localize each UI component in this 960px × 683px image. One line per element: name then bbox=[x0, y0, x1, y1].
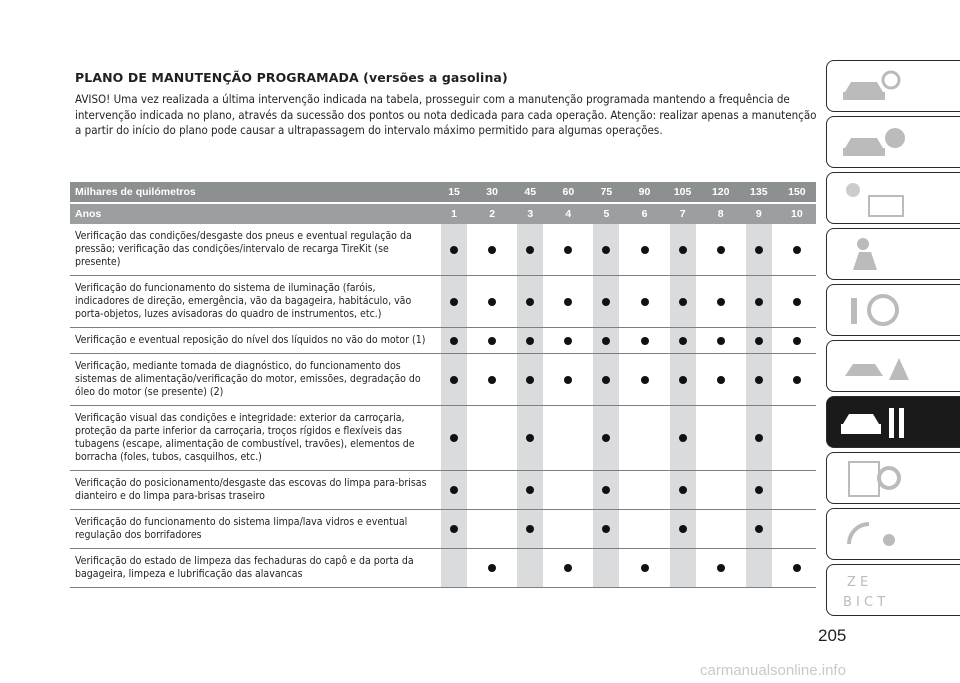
scheduled-dot bbox=[450, 337, 458, 345]
interval-cell bbox=[702, 471, 740, 509]
table-row bbox=[70, 276, 816, 328]
scheduled-dot bbox=[602, 525, 610, 533]
car-info-icon bbox=[839, 122, 911, 162]
scheduled-dot bbox=[679, 246, 687, 254]
car-wrench-icon bbox=[839, 402, 911, 442]
scheduled-dot bbox=[526, 486, 534, 494]
year-col-5: 5 bbox=[603, 208, 610, 220]
scheduled-dot bbox=[793, 564, 801, 572]
watermark: carmanualsonline.info bbox=[700, 662, 846, 679]
interval-cell bbox=[549, 224, 587, 275]
interval-cell bbox=[778, 549, 816, 587]
scheduled-dot bbox=[526, 298, 534, 306]
interval-cell bbox=[778, 276, 816, 327]
interval-cell bbox=[587, 276, 625, 327]
interval-cell bbox=[625, 510, 663, 548]
scheduled-dot bbox=[717, 337, 725, 345]
interval-cell bbox=[511, 406, 549, 470]
interval-cell bbox=[587, 406, 625, 470]
multimedia-icon bbox=[839, 514, 911, 554]
interval-cell bbox=[702, 328, 740, 353]
interval-cell bbox=[740, 328, 778, 353]
scheduled-dot bbox=[755, 246, 763, 254]
scheduled-dot bbox=[450, 246, 458, 254]
scheduled-dot bbox=[641, 298, 649, 306]
interval-cell bbox=[740, 471, 778, 509]
scheduled-dot bbox=[755, 298, 763, 306]
scheduled-dot bbox=[679, 337, 687, 345]
scheduled-dot bbox=[679, 525, 687, 533]
interval-cell bbox=[473, 406, 511, 470]
interval-cell bbox=[664, 406, 702, 470]
car-search-icon bbox=[839, 66, 911, 106]
km-col-135: 135 bbox=[750, 186, 768, 198]
interval-cell bbox=[511, 276, 549, 327]
interval-cell bbox=[778, 354, 816, 405]
table-body bbox=[70, 224, 816, 588]
interval-cell bbox=[740, 276, 778, 327]
table-row bbox=[70, 328, 816, 354]
table-row bbox=[70, 406, 816, 471]
scheduled-dot bbox=[755, 434, 763, 442]
warning-light-message-icon bbox=[839, 178, 911, 218]
operation-text: Verificação das condições/desgaste dos pneus e eventual regulação da pressão; verificação das condições/intervalo de recarga TireKit (se presente) bbox=[75, 230, 412, 268]
scheduled-dot bbox=[450, 376, 458, 384]
scheduled-dot bbox=[564, 337, 572, 345]
interval-cell bbox=[435, 510, 473, 548]
scheduled-dot bbox=[602, 376, 610, 384]
table-row bbox=[70, 224, 816, 276]
scheduled-dot bbox=[679, 434, 687, 442]
interval-cell bbox=[740, 354, 778, 405]
interval-cell bbox=[625, 224, 663, 275]
interval-cell bbox=[778, 406, 816, 470]
interval-cell bbox=[473, 354, 511, 405]
chapter-tab[interactable] bbox=[826, 340, 960, 392]
scheduled-dot bbox=[526, 337, 534, 345]
interval-cell bbox=[778, 328, 816, 353]
interval-cell bbox=[473, 224, 511, 275]
interval-cell bbox=[664, 328, 702, 353]
interval-cell bbox=[702, 276, 740, 327]
page-title: PLANO DE MANUTENÇÃO PROGRAMADA (versões a gasolina) bbox=[75, 70, 508, 85]
interval-cell bbox=[625, 406, 663, 470]
interval-cell bbox=[473, 471, 511, 509]
interval-cell bbox=[664, 510, 702, 548]
chapter-tab[interactable] bbox=[826, 284, 960, 336]
scheduled-dot bbox=[526, 525, 534, 533]
page-number: 205 bbox=[818, 626, 847, 645]
interval-cell bbox=[664, 471, 702, 509]
scheduled-dot bbox=[602, 434, 610, 442]
year-col-3: 3 bbox=[527, 208, 534, 220]
scheduled-dot bbox=[717, 376, 725, 384]
interval-cell bbox=[587, 510, 625, 548]
scheduled-dot bbox=[717, 246, 725, 254]
alphabetical-index-icon bbox=[839, 570, 911, 610]
scheduled-dot bbox=[679, 376, 687, 384]
interval-cell bbox=[702, 510, 740, 548]
table-row bbox=[70, 354, 816, 406]
warning-paragraph: AVISO! Uma vez realizada a última intervenção indicada na tabela, prosseguir com a manutenção programada mantendo a frequência de intervenção indicada no plano, através da sucessão dos pontos ou nota dedicada para cada operação. Atenção: realizar apenas a manutenção a partir do início do plano pode causar a ultrapassagem do intervalo máximo permitido para algumas operações. bbox=[75, 92, 817, 137]
interval-cell bbox=[587, 471, 625, 509]
scheduled-dot bbox=[450, 525, 458, 533]
scheduled-dot bbox=[450, 298, 458, 306]
interval-cell bbox=[587, 328, 625, 353]
year-col-2: 2 bbox=[489, 208, 496, 220]
scheduled-dot bbox=[717, 564, 725, 572]
scheduled-dot bbox=[755, 337, 763, 345]
scheduled-dot bbox=[793, 246, 801, 254]
interval-cell bbox=[549, 328, 587, 353]
interval-cell bbox=[625, 471, 663, 509]
chapter-tab[interactable] bbox=[826, 396, 960, 448]
interval-cell bbox=[435, 549, 473, 587]
interval-cell bbox=[435, 471, 473, 509]
airbag-seatbelt-icon bbox=[839, 234, 911, 274]
interval-cell bbox=[511, 224, 549, 275]
scheduled-dot bbox=[488, 564, 496, 572]
interval-cell bbox=[702, 406, 740, 470]
interval-cell bbox=[511, 510, 549, 548]
scheduled-dot bbox=[755, 525, 763, 533]
interval-cell bbox=[435, 328, 473, 353]
interval-cell bbox=[625, 328, 663, 353]
interval-cell bbox=[625, 354, 663, 405]
km-col-15: 15 bbox=[448, 186, 460, 198]
scheduled-dot bbox=[526, 434, 534, 442]
scheduled-dot bbox=[793, 376, 801, 384]
scheduled-dot bbox=[602, 246, 610, 254]
scheduled-dot bbox=[450, 486, 458, 494]
years-header-label: Anos bbox=[75, 208, 102, 220]
interval-cell bbox=[435, 276, 473, 327]
scheduled-dot bbox=[679, 298, 687, 306]
interval-cell bbox=[511, 354, 549, 405]
interval-cell bbox=[473, 510, 511, 548]
km-col-105: 105 bbox=[673, 186, 692, 198]
interval-cell bbox=[435, 406, 473, 470]
interval-cell bbox=[511, 328, 549, 353]
km-col-75: 75 bbox=[600, 186, 613, 198]
interval-cell bbox=[549, 406, 587, 470]
maintenance-table bbox=[70, 182, 816, 588]
scheduled-dot bbox=[755, 486, 763, 494]
scheduled-dot bbox=[488, 376, 496, 384]
interval-cell bbox=[511, 549, 549, 587]
interval-cell bbox=[473, 549, 511, 587]
technical-data-icon bbox=[839, 458, 911, 498]
scheduled-dot bbox=[564, 298, 572, 306]
interval-cell bbox=[778, 224, 816, 275]
interval-cell bbox=[549, 510, 587, 548]
interval-cell bbox=[549, 471, 587, 509]
scheduled-dot bbox=[488, 298, 496, 306]
chapter-tab[interactable] bbox=[826, 564, 960, 616]
interval-cell bbox=[625, 549, 663, 587]
scheduled-dot bbox=[526, 246, 534, 254]
svg-text:Z E: Z E bbox=[847, 575, 869, 590]
scheduled-dot bbox=[564, 564, 572, 572]
km-col-60: 60 bbox=[562, 186, 575, 198]
scheduled-dot bbox=[526, 376, 534, 384]
interval-cell bbox=[778, 471, 816, 509]
scheduled-dot bbox=[717, 298, 725, 306]
interval-cell bbox=[740, 510, 778, 548]
scheduled-dot bbox=[641, 376, 649, 384]
km-header-row bbox=[70, 182, 816, 202]
operation-text: Verificação do funcionamento do sistema de iluminação (faróis, indicadores de direção, emergência, vão da bagageira, habitáculo, vão porta-objetos, luzes avisadoras do quadro de instrumentos, etc.) bbox=[75, 282, 412, 320]
interval-cell bbox=[549, 549, 587, 587]
interval-cell bbox=[435, 354, 473, 405]
scheduled-dot bbox=[564, 376, 572, 384]
interval-cell bbox=[587, 354, 625, 405]
steering-key-icon bbox=[839, 290, 911, 330]
interval-cell bbox=[740, 406, 778, 470]
operation-text: Verificação do estado de limpeza das fechaduras do capô e da porta da bagageira, limpeza e lubrificação das alavancas bbox=[75, 555, 414, 580]
km-col-45: 45 bbox=[524, 186, 537, 198]
km-col-90: 90 bbox=[638, 186, 651, 198]
year-col-9: 9 bbox=[755, 208, 762, 220]
year-col-7: 7 bbox=[679, 208, 686, 220]
scheduled-dot bbox=[488, 246, 496, 254]
chapter-tab[interactable] bbox=[826, 452, 960, 504]
interval-cell bbox=[664, 224, 702, 275]
table-row bbox=[70, 471, 816, 510]
chapter-tab[interactable] bbox=[826, 60, 960, 112]
scheduled-dot bbox=[488, 337, 496, 345]
interval-cell bbox=[664, 354, 702, 405]
interval-cell bbox=[664, 549, 702, 587]
operation-text: Verificação do funcionamento do sistema limpa/lava vidros e eventual regulação dos borrifadores bbox=[75, 516, 408, 541]
year-col-4: 4 bbox=[565, 208, 572, 220]
scheduled-dot bbox=[564, 246, 572, 254]
interval-cell bbox=[587, 224, 625, 275]
km-header-label: Milhares de quilómetros bbox=[75, 186, 196, 198]
interval-cell bbox=[740, 224, 778, 275]
interval-cell bbox=[473, 328, 511, 353]
table-row bbox=[70, 510, 816, 549]
interval-cell bbox=[549, 354, 587, 405]
interval-cell bbox=[702, 354, 740, 405]
scheduled-dot bbox=[679, 486, 687, 494]
interval-cell bbox=[587, 549, 625, 587]
scheduled-dot bbox=[793, 298, 801, 306]
km-col-120: 120 bbox=[711, 186, 730, 198]
scheduled-dot bbox=[641, 337, 649, 345]
chapter-tab[interactable] bbox=[826, 228, 960, 280]
interval-cell bbox=[702, 549, 740, 587]
scheduled-dot bbox=[793, 337, 801, 345]
chapter-tab[interactable] bbox=[826, 172, 960, 224]
scheduled-dot bbox=[641, 564, 649, 572]
chapter-tab[interactable] bbox=[826, 508, 960, 560]
scheduled-dot bbox=[450, 434, 458, 442]
km-col-150: 150 bbox=[788, 186, 806, 198]
year-col-8: 8 bbox=[717, 208, 724, 220]
scheduled-dot bbox=[602, 337, 610, 345]
years-header-row bbox=[70, 204, 816, 224]
breakdown-warning-icon bbox=[839, 346, 911, 386]
year-col-1: 1 bbox=[451, 208, 457, 220]
year-col-6: 6 bbox=[641, 208, 648, 220]
operation-text: Verificação, mediante tomada de diagnóstico, do funcionamento dos sistemas de alimentação/verificação do motor, emissões, degradação do óleo do motor (se presente) (2) bbox=[75, 360, 421, 398]
svg-text:B I C T: B I C T bbox=[843, 595, 886, 610]
scheduled-dot bbox=[602, 486, 610, 494]
interval-cell bbox=[435, 224, 473, 275]
scheduled-dot bbox=[641, 246, 649, 254]
interval-cell bbox=[625, 276, 663, 327]
table-row bbox=[70, 549, 816, 588]
chapter-tab[interactable] bbox=[826, 116, 960, 168]
interval-cell bbox=[740, 549, 778, 587]
interval-cell bbox=[702, 224, 740, 275]
operation-text: Verificação do posicionamento/desgaste das escovas do limpa para-brisas dianteiro e do limpa para-brisas traseiro bbox=[75, 477, 427, 502]
interval-cell bbox=[549, 276, 587, 327]
interval-cell bbox=[778, 510, 816, 548]
year-col-10: 10 bbox=[791, 208, 803, 220]
operation-text: Verificação e eventual reposição do nível dos líquidos no vão do motor (1) bbox=[75, 334, 426, 346]
interval-cell bbox=[511, 471, 549, 509]
operation-text: Verificação visual das condições e integridade: exterior da carroçaria, proteção da parte inferior da carroçaria, troços rígidos e flexíveis das tubagens (escape, alimentação de combustível, travões), elementos de borracha (foles, tubos, casquilhos, etc.) bbox=[75, 412, 415, 463]
interval-cell bbox=[473, 276, 511, 327]
scheduled-dot bbox=[602, 298, 610, 306]
km-col-30: 30 bbox=[486, 186, 498, 198]
scheduled-dot bbox=[755, 376, 763, 384]
interval-cell bbox=[664, 276, 702, 327]
